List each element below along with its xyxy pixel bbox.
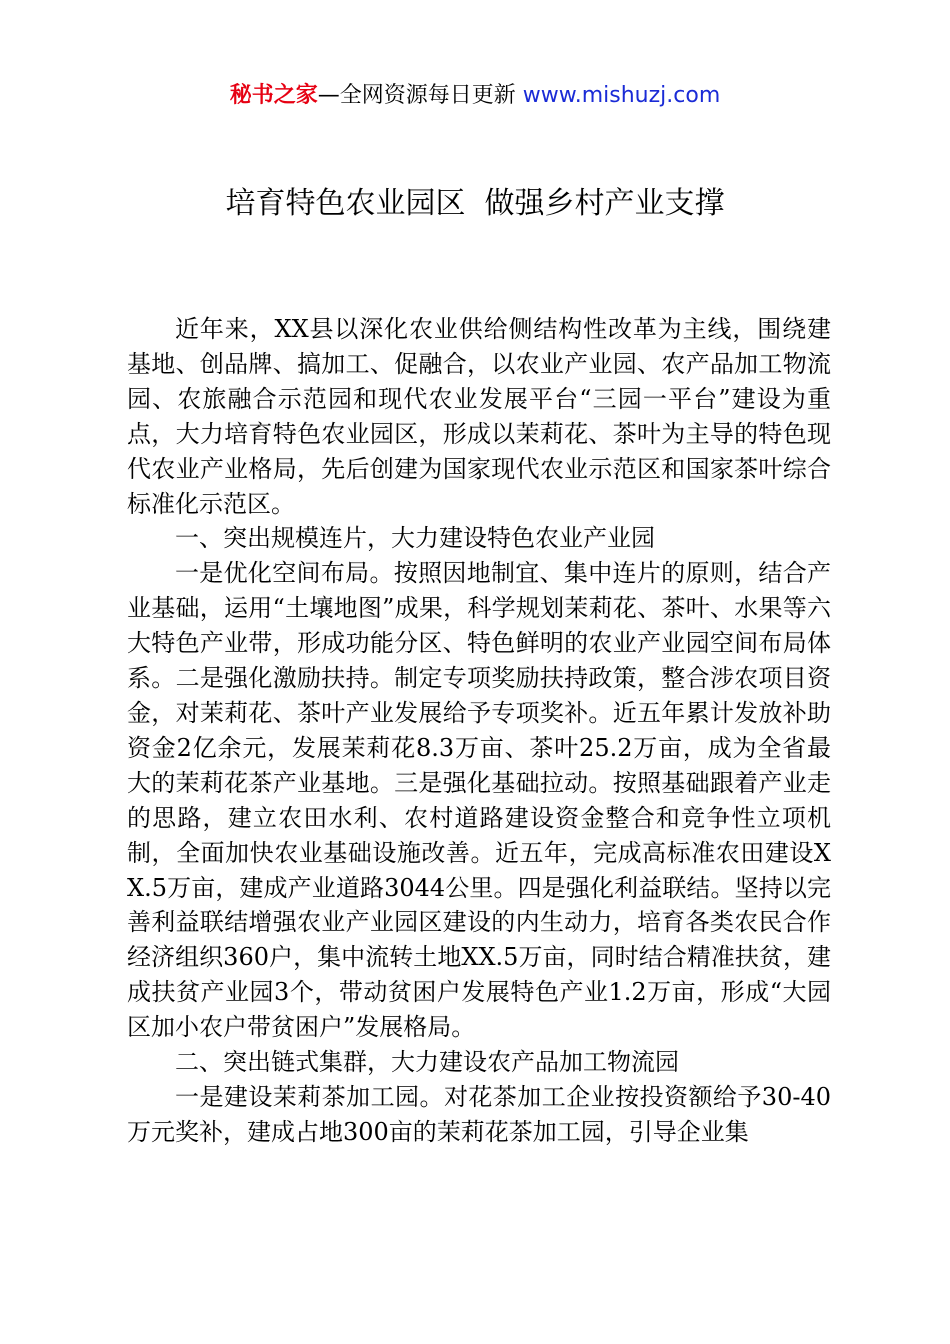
section-heading-1: 一、突出规模连片，大力建设特色农业产业园 [175, 524, 655, 553]
intro-paragraph: 近年来，XX县以深化农业供给侧结构性改革为主线，围绕建基地、创品牌、搞加工、促融合，以农业产业园、农产品加工物流园、农旅融合示范园和现代农业发展平台“三园一平台”建设为重点，大力培育特色农业园区，形成以茉莉花、茶叶为主导的特色现代农业产业格局，先后创建为国家现代农业示范区和国家茶叶综合标准化示范区。 [127, 315, 831, 518]
document-title: 培育特色农业园区 做强乡村产业支撑 [225, 186, 725, 221]
site-brand: 秘书之家 [229, 83, 318, 108]
document-body [127, 312, 831, 1150]
section-1-paragraph: 一是优化空间布局。按照因地制宜、集中连片的原则，结合产业基础，运用“土壤地图”成果，科学规划茉莉花、茶叶、水果等六大特色产业带，形成功能分区、特色鲜明的农业产业园空间布局体系。二是强化激励扶持。制定专项奖励扶持政策，整合涉农项目资金，对茉莉花、茶叶产业发展给予专项奖补。近五年累计发放补助资金2亿余元，发展茉莉花8.3万亩、茶叶25.2万亩，成为全省最大的茉莉花茶产业基地。三是强化基础拉动。按照基础跟着产业走的思路，建立农田水利、农村道路建设资金整合和竞争性立项机制，全面加快农业基础设施改善。近五年，完成高标准农田建设XX.5万亩，建成产业道路3044公里。四是强化利益联结。坚持以完善利益联结增强农业产业园区建设的内生动力，培育各类农民合作经济组织360户，集中流转土地XX.5万亩，同时结合精准扶贫，建成扶贫产业园3个，带动贫困户发展特色产业1.2万亩，形成“大园区加小农户带贫困户”发展格局。 [127, 559, 831, 1042]
section-2-paragraph: 一是建设茉莉茶加工园。对花茶加工企业按投资额给予30-40万元奖补，建成占地300亩的茉莉花茶加工园，引导企业集 [127, 1082, 831, 1146]
site-url-link[interactable]: www.mishuzj.com [522, 83, 721, 108]
site-header [0, 80, 950, 112]
section-heading-2: 二、突出链式集群，大力建设农产品加工物流园 [175, 1048, 679, 1077]
site-tagline: —全网资源每日更新 [317, 83, 523, 108]
